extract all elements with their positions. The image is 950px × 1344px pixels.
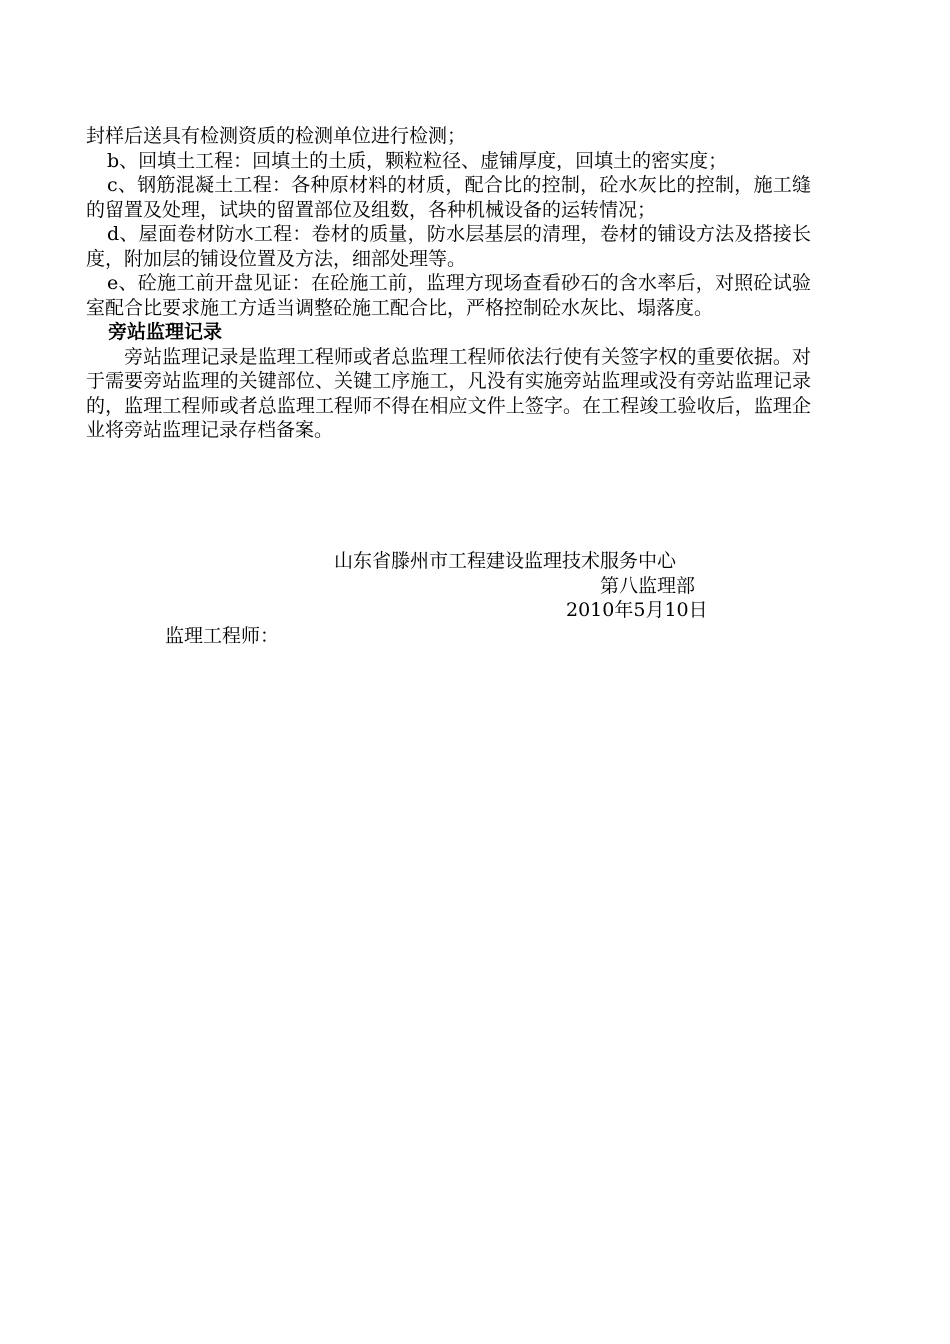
paragraph-reinforced-concrete: c、钢筋混凝土工程：各种原材料的材质，配合比的控制，砼水灰比的控制，施工缝的留置及处理，试块的留置部位及组数，各种机械设备的运转情况；	[86, 174, 811, 221]
paragraph-roof-waterproofing: d、屋面卷材防水工程：卷材的质量，防水层基层的清理，卷材的铺设方法及搭接长度，附加层的铺设位置及方法，细部处理等。	[86, 223, 811, 270]
paragraph-backfill: b、回填土工程：回填土的土质，颗粒粒径、虚铺厚度，回填土的密实度；	[107, 149, 728, 172]
section-body: 旁站监理记录是监理工程师或者总监理工程师依法行使有关签字权的重要依据。对于需要旁站监理的关键部位、关键工序施工，凡没有实施旁站监理或没有旁站监理记录的，监理工程师或者总监理工程师不得在相应文件上签字。在工程竣工验收后，监理企业将旁站监理记录存档备案。	[86, 345, 811, 441]
signature-engineer-label: 监理工程师：	[165, 625, 280, 647]
signature-department: 第八监理部	[600, 575, 696, 597]
paragraph-concrete-witness: e、砼施工前开盘见证：在砼施工前，监理方现场查看砂石的含水率后，对照砼试验室配合比要求施工方适当调整砼施工配合比，严格控制砼水灰比、塌落度。	[86, 272, 811, 319]
signature-organization: 山东省滕州市工程建设监理技术服务中心	[334, 550, 677, 572]
signature-date: 2010年5月10日	[566, 599, 708, 621]
section-heading: 旁站监理记录	[108, 321, 223, 343]
paragraph-sample-testing: 封样后送具有检测资质的检测单位进行检测；	[86, 125, 467, 147]
document-body	[86, 124, 811, 443]
